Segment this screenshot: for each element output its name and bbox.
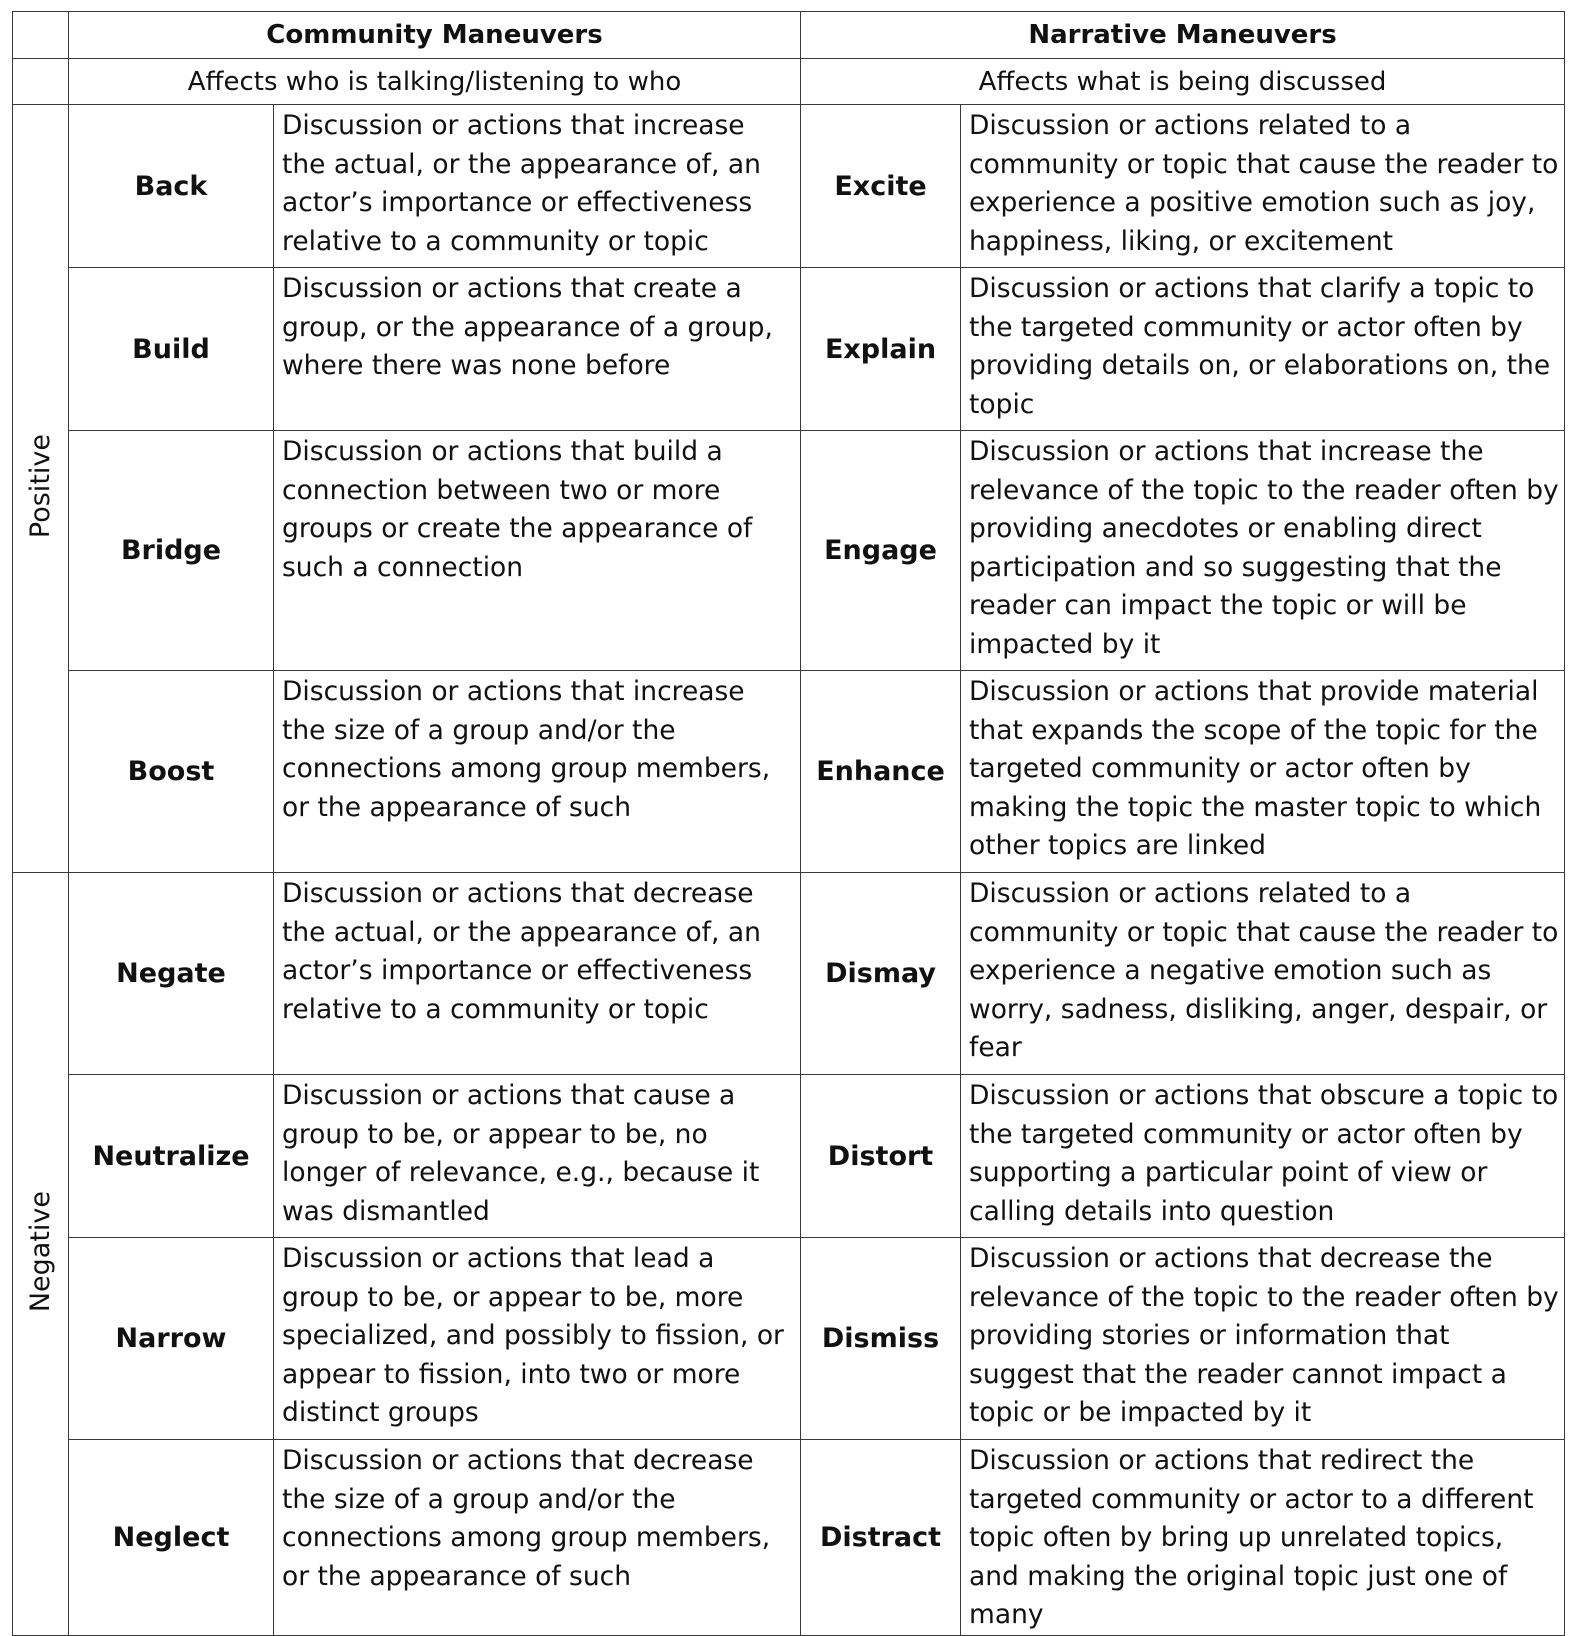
maneuvers-table — [12, 11, 1565, 1636]
narrative-maneuver-name: Engage — [801, 431, 961, 671]
community-subheader: Affects who is talking/listening to who — [69, 59, 801, 105]
community-maneuver-description: Discussion or actions that increase the actual, or the appearance of, an actor’s importance or effectiveness relative to a community or topic — [274, 105, 801, 268]
narrative-maneuver-name: Excite — [801, 105, 961, 268]
community-maneuver-description: Discussion or actions that decrease the actual, or the appearance of, an actor’s importance or effectiveness relative to a community or topic — [274, 873, 801, 1075]
table-row — [13, 268, 1565, 431]
narrative-maneuver-name: Explain — [801, 268, 961, 431]
table-row — [13, 105, 1565, 268]
community-maneuver-name: Build — [69, 268, 274, 431]
community-maneuver-name: Back — [69, 105, 274, 268]
group-label-positive — [13, 105, 69, 873]
community-maneuver-name: Boost — [69, 671, 274, 873]
narrative-maneuver-description: Discussion or actions that clarify a topic to the targeted community or actor often by providing details on, or elaborations on, the topic — [961, 268, 1565, 431]
narrative-maneuver-description: Discussion or actions that obscure a topic to the targeted community or actor often by supporting a particular point of view or calling details into question — [961, 1075, 1565, 1238]
narrative-maneuver-description: Discussion or actions that increase the relevance of the topic to the reader often by providing anecdotes or enabling direct participation and so suggesting that the reader can impact the topic or will be impacted by it — [961, 431, 1565, 671]
table-row — [13, 431, 1565, 671]
narrative-maneuver-description: Discussion or actions that provide material that expands the scope of the topic for the targeted community or actor often by making the topic the master topic to which other topics are linked — [961, 671, 1565, 873]
community-maneuver-name: Neglect — [69, 1440, 274, 1636]
table-row — [13, 1075, 1565, 1238]
narrative-maneuver-description: Discussion or actions related to a community or topic that cause the reader to experience a negative emotion such as worry, sadness, disliking, anger, despair, or fear — [961, 873, 1565, 1075]
narrative-maneuver-description: Discussion or actions that decrease the relevance of the topic to the reader often by providing stories or information that suggest that the reader cannot impact a topic or be impacted by it — [961, 1238, 1565, 1440]
community-maneuver-description: Discussion or actions that decrease the size of a group and/or the connections among group members, or the appearance of such — [274, 1440, 801, 1636]
community-maneuver-name: Bridge — [69, 431, 274, 671]
community-maneuver-name: Negate — [69, 873, 274, 1075]
community-maneuver-description: Discussion or actions that build a connection between two or more groups or create the appearance of such a connection — [274, 431, 801, 671]
community-maneuver-name: Narrow — [69, 1238, 274, 1440]
narrative-maneuvers-header: Narrative Maneuvers — [801, 12, 1565, 59]
narrative-maneuver-name: Distort — [801, 1075, 961, 1238]
table-row — [13, 1238, 1565, 1440]
group-label-text: Negative — [25, 1191, 56, 1313]
community-maneuver-description: Discussion or actions that lead a group to be, or appear to be, more specialized, and possibly to fission, or appear to fission, into two or more distinct groups — [274, 1238, 801, 1440]
community-maneuver-name: Neutralize — [69, 1075, 274, 1238]
header-row — [13, 12, 1565, 59]
group-label-text: Positive — [25, 434, 56, 539]
narrative-maneuver-name: Dismiss — [801, 1238, 961, 1440]
narrative-maneuver-name: Dismay — [801, 873, 961, 1075]
narrative-subheader: Affects what is being discussed — [801, 59, 1565, 105]
corner-cell — [13, 59, 69, 105]
group-label-negative — [13, 873, 69, 1636]
narrative-maneuver-description: Discussion or actions that redirect the targeted community or actor to a different topic often by bring up unrelated topics, and making the original topic just one of many — [961, 1440, 1565, 1636]
table-row — [13, 873, 1565, 1075]
corner-cell — [13, 12, 69, 59]
narrative-maneuver-description: Discussion or actions related to a community or topic that cause the reader to experience a positive emotion such as joy, happiness, liking, or excitement — [961, 105, 1565, 268]
community-maneuver-description: Discussion or actions that create a group, or the appearance of a group, where there was none before — [274, 268, 801, 431]
narrative-maneuver-name: Enhance — [801, 671, 961, 873]
narrative-maneuver-name: Distract — [801, 1440, 961, 1636]
community-maneuvers-header: Community Maneuvers — [69, 12, 801, 59]
table-row — [13, 1440, 1565, 1636]
table-row — [13, 671, 1565, 873]
community-maneuver-description: Discussion or actions that increase the size of a group and/or the connections among group members, or the appearance of such — [274, 671, 801, 873]
subheader-row — [13, 59, 1565, 105]
community-maneuver-description: Discussion or actions that cause a group to be, or appear to be, no longer of relevance, e.g., because it was dismantled — [274, 1075, 801, 1238]
